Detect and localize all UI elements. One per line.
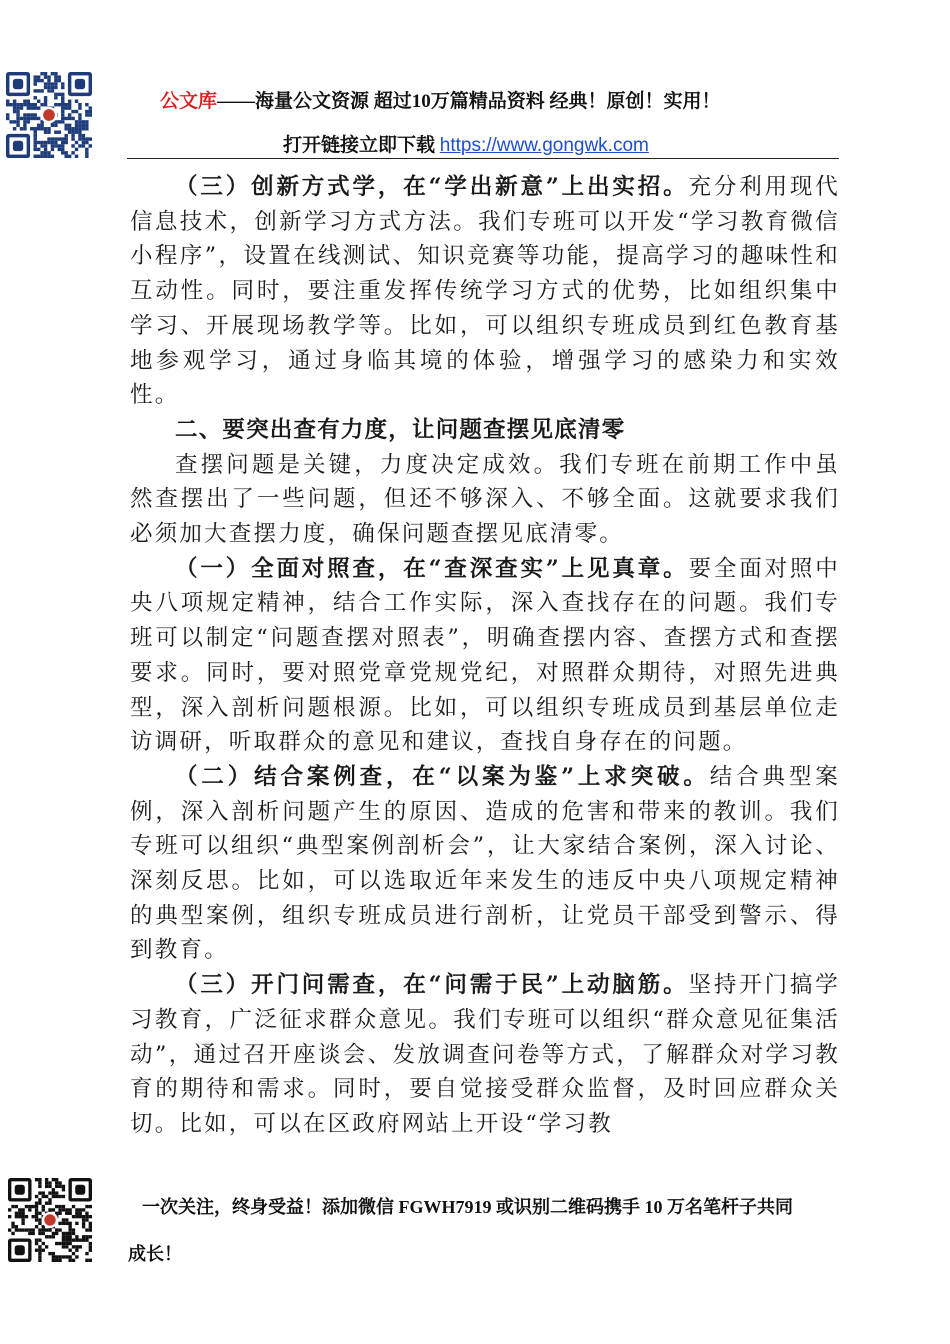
brand-name: 公文库 — [160, 91, 218, 112]
qr-code-top-icon[interactable] — [6, 72, 92, 158]
paragraph-text: 结合典型案例，深入剖析问题产生的原因、造成的危害和带来的教训。我们专班可以组织“典型案例剖析会”，让大家结合案例，深入讨论、深刻反思。比如，可以选取近年来发生的违反中央八项规定精神的典型案例，组织专班成员进行剖析，让党员干部受到警示、得到教育。 — [130, 763, 840, 964]
footer-promo-line: 一次关注，终身受益！添加微信 FGWH7919 或识别二维码携手 10 万名笔杆子共同 — [142, 1197, 793, 1217]
download-prefix: 打开链接立即下载 — [283, 135, 436, 156]
paragraph-case-check — [130, 760, 840, 968]
document-body — [130, 170, 840, 1142]
header-banner — [160, 86, 840, 113]
header-divider — [127, 158, 839, 159]
footer-promo-line-2: 成长！ — [128, 1244, 182, 1264]
qr-code-bottom-icon[interactable] — [8, 1178, 92, 1262]
paragraph-lead: （一）全面对照查，在“查深查实”上见真章。 — [175, 555, 689, 582]
paragraph-lead: （三）开门问需查，在“问需于民”上动脑筋。 — [175, 972, 689, 999]
download-line — [283, 130, 649, 157]
header-tagline: ——海量公文资源 超过10万篇精品资料 经典！原创！实用！ — [217, 91, 721, 112]
paragraph-text: 要全面对照中央八项规定精神，结合工作实际，深入查找存在的问题。我们专班可以制定“问题查摆对照表”，明确查摆内容、查摆方式和查摆要求。同时，要对照党章党规党纪，对照群众期待，对照先进典型，深入剖析问题根源。比如，可以组织专班成员到基层单位走访调研，听取群众的意见和建议，查找自身存在的问题。 — [130, 555, 840, 756]
paragraph-text: 坚持开门搞学习教育，广泛征求群众意见。我们专班可以组织“群众意见征集活动”，通过召开座谈会、发放调查问卷等方式，了解群众对学习教育的期待和需求。同时，要自觉接受群众监督，及时回应群众关切。比如，可以在区政府网站上开设“学习教 — [130, 972, 840, 1137]
paragraph-comprehensive-check — [130, 552, 840, 760]
paragraph-innovate-study — [130, 170, 840, 413]
website-link[interactable]: https://www.gongwk.com — [439, 135, 649, 156]
section-heading-2: 二、要突出查有力度，让问题查摆见底清零 — [175, 416, 626, 443]
paragraph-lead: （二）结合案例查，在“以案为鉴”上求突破。 — [175, 763, 710, 790]
paragraph-text: 充分利用现代信息技术，创新学习方式方法。我们专班可以开发“学习教育微信小程序”，设置在线测试、知识竞赛等功能，提高学习的趣味性和互动性。同时，要注重发挥传统学习方式的优势，比如组织集中学习、开展现场教学等。比如，可以组织专班成员到红色教育基地参观学习，通过身临其境的体验，增强学习的感染力和实效性。 — [130, 174, 840, 409]
paragraph-open-door-check — [130, 968, 840, 1142]
paragraph-intro-2: 查摆问题是关键，力度决定成效。我们专班在前期工作中虽然查摆出了一些问题，但还不够深入、不够全面。这就要求我们必须加大查摆力度，确保问题查摆见底清零。 — [130, 451, 840, 548]
paragraph-lead: （三）创新方式学，在“学出新意”上出实招。 — [175, 174, 689, 200]
